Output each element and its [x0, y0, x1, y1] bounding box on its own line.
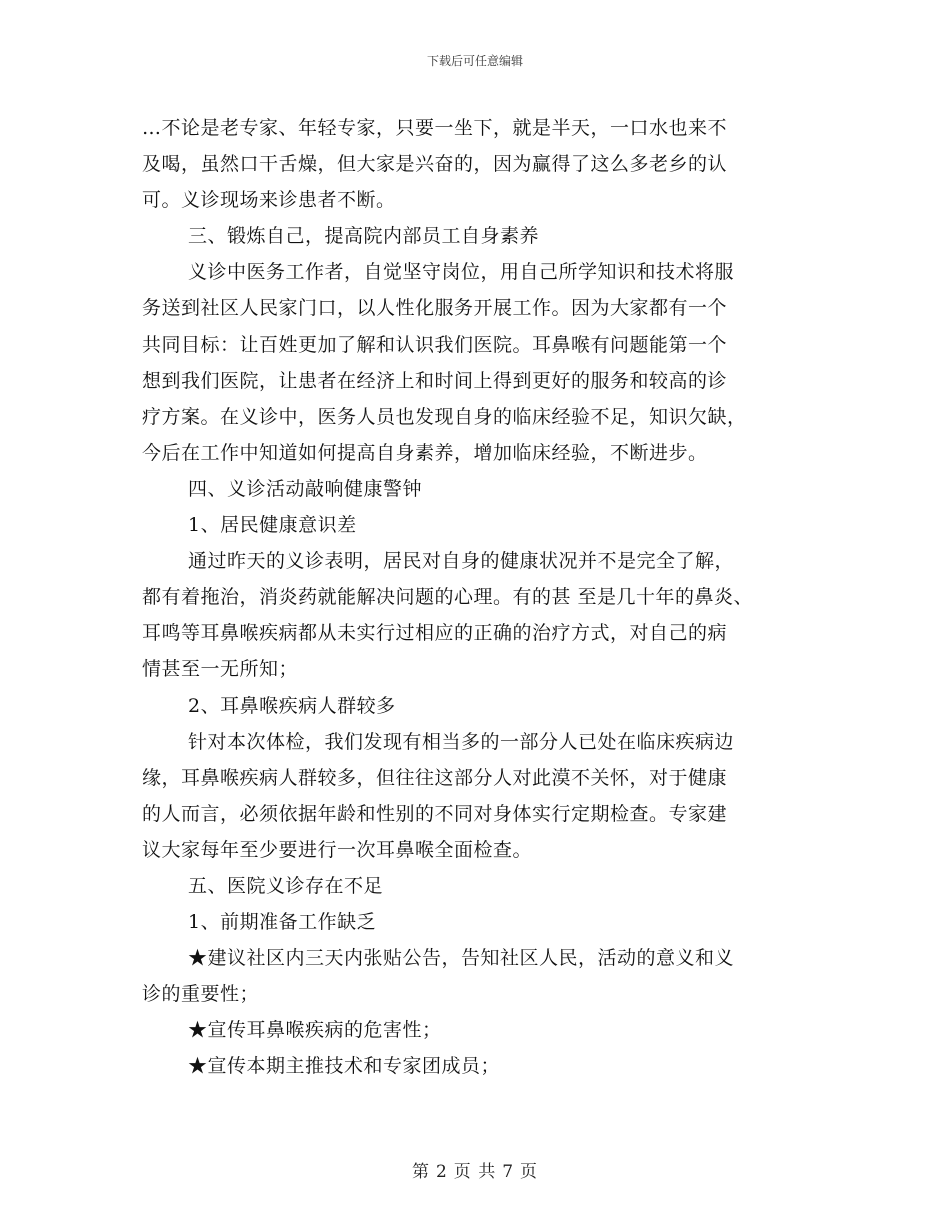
subsection-heading: 1、居民健康意识差 [188, 514, 357, 537]
subsection-heading: 2、耳鼻喉疾病人群较多 [188, 694, 396, 717]
paragraph-line: 义诊中医务工作者，自觉坚守岗位，用自己所学知识和技术将服 [188, 261, 735, 284]
paragraph-line: 诊的重要性； [142, 983, 260, 1006]
footer-middle: 页 共 [453, 1162, 497, 1182]
paragraph-line: 议大家每年至少要进行一次耳鼻喉全面检查。 [142, 838, 533, 861]
paragraph-line: 情甚至一无所知； [142, 658, 299, 681]
paragraph-line: 缘，耳鼻喉疾病人群较多，但往往这部分人对此漠不关怀，对于健康 [142, 766, 728, 789]
paragraph-line: 共同目标：让百姓更加了解和认识我们医院。耳鼻喉有问题能第一个 [142, 333, 728, 356]
page-number-footer [0, 1157, 950, 1182]
paragraph-line: 都有着拖治，消炎药就能解决问题的心理。有的甚 至是几十年的鼻炎、 [142, 586, 754, 609]
section-heading: 四、义诊活动敲响健康警钟 [188, 477, 423, 500]
footer-prefix: 第 [411, 1162, 430, 1182]
paragraph-line: 疗方案。在义诊中，医务人员也发现自身的临床经验不足，知识欠缺， [142, 405, 747, 428]
paragraph-line: 及喝，虽然口干舌燥，但大家是兴奋的，因为赢得了这么多老乡的认 [142, 153, 728, 176]
paragraph-line: 针对本次体检，我们发现有相当多的一部分人已处在临床疾病边 [188, 730, 735, 753]
star-bullet-item: ★建议社区内三天内张贴公告，告知社区人民，活动的意义和义 [188, 947, 735, 970]
paragraph-line: 务送到社区人民家门口，以人性化服务开展工作。因为大家都有一个 [142, 297, 728, 320]
paragraph-line: 的人而言，必须依据年龄和性别的不同对身体实行定期检查。专家建 [142, 802, 728, 825]
star-bullet-item: ★宣传耳鼻喉疾病的危害性； [188, 1019, 442, 1042]
paragraph-line: 今后在工作中知道如何提高自身素养，增加临床经验，不断进步。 [142, 441, 708, 464]
section-heading: 五、医院义诊存在不足 [188, 874, 384, 897]
paragraph-line: 通过昨天的义诊表明，居民对自身的健康状况并不是完全了解， [188, 550, 735, 573]
document-body [142, 110, 812, 1085]
paragraph-line: 可。义诊现场来诊患者不断。 [142, 189, 396, 212]
page-header-note: 下载后可任意编辑 [426, 54, 523, 68]
paragraph-line: …不论是老专家、年轻专家，只要一坐下，就是半天，一口水也来不 [142, 117, 728, 139]
paragraph-line: 耳鸣等耳鼻喉疾病都从未实行过相应的正确的治疗方式，对自己的病 [142, 622, 728, 645]
subsection-heading: 1、前期准备工作缺乏 [188, 911, 377, 934]
paragraph-line: 想到我们医院，让患者在经济上和时间上得到更好的服务和较高的诊 [142, 369, 728, 392]
footer-suffix: 页 [520, 1162, 539, 1182]
current-page-number: 2 [435, 1162, 448, 1182]
total-page-count: 7 [502, 1162, 515, 1182]
section-heading: 三、锻炼自己，提高院内部员工自身素养 [188, 225, 540, 248]
star-bullet-item: ★宣传本期主推技术和专家团成员； [188, 1055, 501, 1078]
